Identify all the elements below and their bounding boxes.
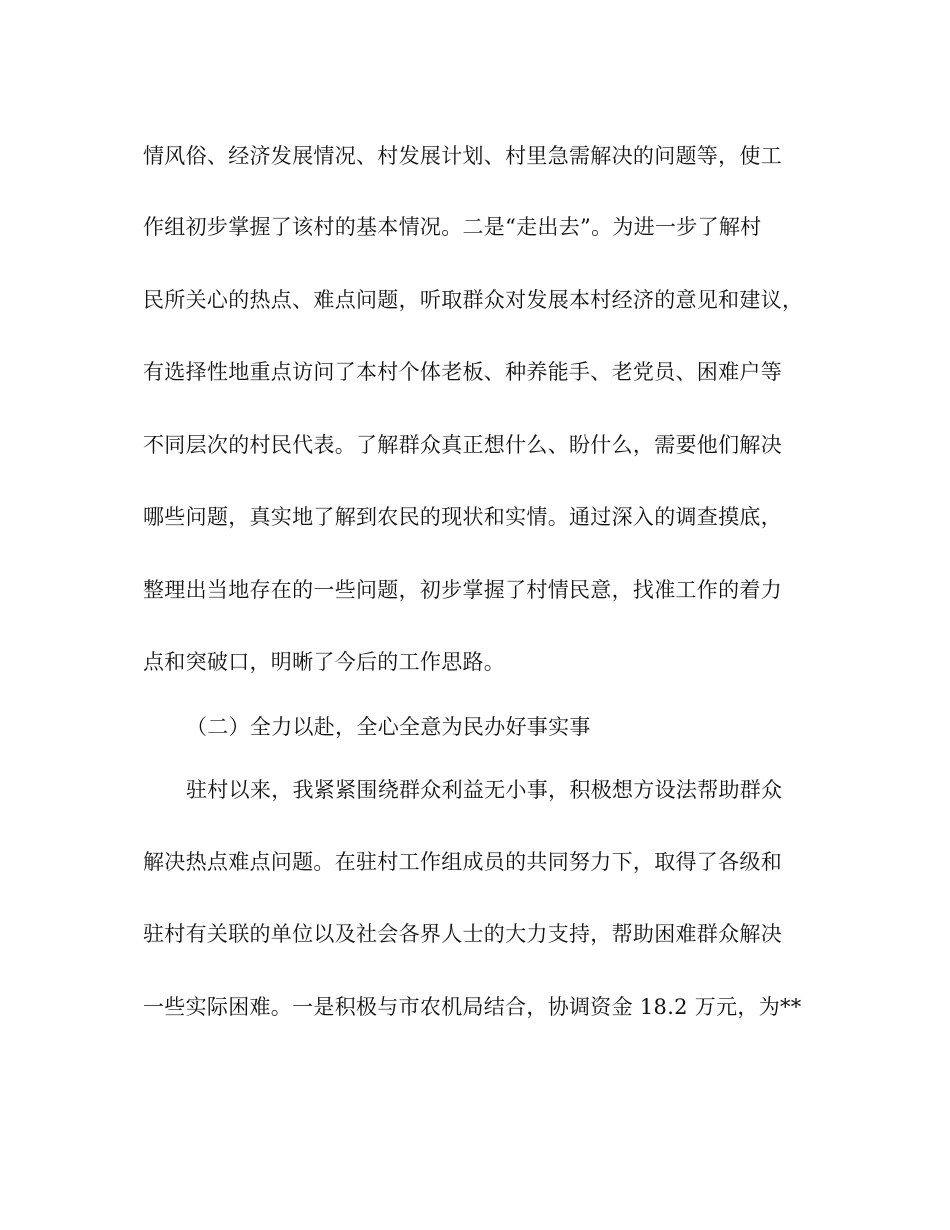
paragraph-line: 哪些问题，真实地了解到农民的现状和实情。通过深入的调查摸底， xyxy=(143,505,782,529)
paragraph-line: 解决热点难点问题。在驻村工作组成员的共同努力下，取得了各级和 xyxy=(143,850,782,874)
section-heading: （二）全力以赴，全心全意为民办好事实事 xyxy=(186,715,591,739)
paragraph-line: 情风俗、经济发展情况、村发展计划、村里急需解决的问题等，使工 xyxy=(143,144,782,168)
paragraph-line: 有选择性地重点访问了本村个体老板、种养能手、老党员、困难户等 xyxy=(143,360,782,384)
paragraph-line: 作组初步掌握了该村的基本情况。二是“走出去”。为进一步了解村 xyxy=(143,215,762,239)
paragraph-line: 驻村以来，我紧紧围绕群众利益无小事，积极想方设法帮助群众 xyxy=(186,778,783,802)
paragraph-line: 整理出当地存在的一些问题，初步掌握了村情民意，找准工作的着力 xyxy=(143,578,782,602)
paragraph-line: 民所关心的热点、难点问题，听取群众对发展本村经济的意见和建议， xyxy=(143,288,804,312)
paragraph-line: 点和突破口，明晰了今后的工作思路。 xyxy=(143,650,506,674)
paragraph-line: 驻村有关联的单位以及社会各界人士的大力支持，帮助困难群众解决 xyxy=(143,922,782,946)
paragraph-line: 不同层次的村民代表。了解群众真正想什么、盼什么，需要他们解决 xyxy=(143,433,782,457)
paragraph-line: 一些实际困难。一是积极与市农机局结合，协调资金 18.2 万元，为** xyxy=(143,995,802,1019)
